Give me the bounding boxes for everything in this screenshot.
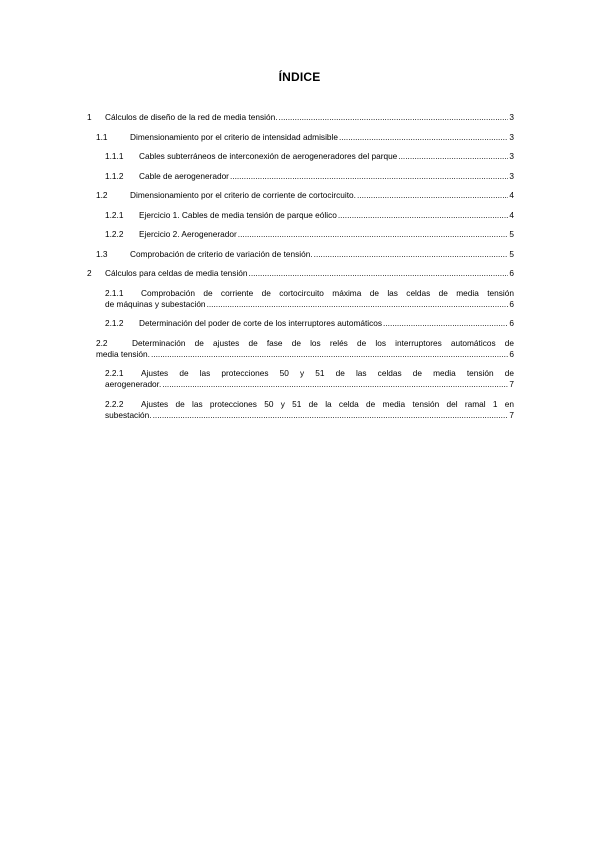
toc-line-first — [105, 399, 514, 410]
toc-entry-1-2-1[interactable] — [87, 210, 514, 221]
toc-text: Comprobación de criterio de variación de tensión. — [130, 248, 313, 259]
toc-number: 2 — [87, 268, 92, 278]
toc-page: 3 — [509, 131, 514, 142]
toc-entry-2-1-2[interactable] — [87, 318, 514, 329]
toc-entry-2-1-1[interactable] — [87, 288, 514, 310]
toc-number: 1.3 — [96, 248, 108, 259]
toc-leader — [249, 268, 509, 279]
toc-leader — [398, 151, 508, 162]
toc-entry-2-2-1[interactable] — [87, 368, 514, 390]
toc-page: 5 — [509, 248, 514, 259]
toc-leader — [162, 379, 508, 390]
toc-page: 7 — [509, 409, 514, 420]
toc-number: 1.2 — [96, 190, 108, 200]
toc-number: 2.2.2 — [105, 398, 124, 409]
toc-page: 4 — [509, 190, 514, 200]
toc-leader — [151, 349, 508, 360]
toc-text-continued: subestación. — [105, 409, 152, 420]
toc-page: 7 — [509, 379, 514, 389]
toc-entry-2[interactable] — [87, 268, 514, 279]
toc-text: Ejercicio 1. Cables de media tensión de parque eólico — [139, 209, 337, 220]
toc-number: 2.1.2 — [105, 318, 124, 328]
toc-entry-1-1[interactable] — [87, 132, 514, 143]
toc-leader — [238, 229, 509, 240]
toc-text: Ejercicio 2. Aerogenerador — [139, 229, 237, 239]
toc-text: Ajustes de las protecciones 50 y 51 de las celdas de media tensión de — [141, 368, 514, 378]
toc-text: Ajustes de las protecciones 50 y 51 de la celda de media tensión del ramal 1 en — [141, 398, 514, 409]
toc-entry-1-1-1[interactable] — [87, 151, 514, 162]
table-of-contents — [87, 112, 514, 429]
toc-page: 3 — [509, 151, 514, 161]
toc-line-second — [96, 349, 514, 360]
toc-leader — [357, 190, 508, 201]
toc-page: 6 — [509, 348, 514, 359]
toc-number: 2.1.1 — [105, 287, 124, 298]
toc-line-second — [105, 299, 514, 310]
toc-page: 6 — [509, 318, 514, 328]
toc-entry-1-1-2[interactable] — [87, 171, 514, 182]
toc-leader — [339, 132, 508, 143]
toc-text: Determinación de ajustes de fase de los relés de los interruptores automáticos de — [132, 337, 514, 348]
toc-page: 6 — [509, 268, 514, 278]
toc-text: Cable de aerogenerador — [139, 170, 229, 181]
toc-line-first — [105, 368, 514, 379]
toc-number: 1.2.1 — [105, 209, 124, 220]
toc-entry-1-2-2[interactable] — [87, 229, 514, 240]
toc-page: 3 — [509, 170, 514, 181]
toc-text: Comprobación de corriente de cortocircuito máxima de las celdas de media tensión — [141, 287, 514, 298]
toc-number: 1.2.2 — [105, 229, 124, 239]
toc-leader — [207, 299, 509, 310]
index-title: ÍNDICE — [278, 70, 321, 84]
toc-text: Cálculos para celdas de media tensión — [105, 268, 248, 278]
toc-number: 2.2 — [96, 337, 108, 348]
toc-number: 1.1.2 — [105, 170, 124, 181]
toc-leader — [383, 318, 508, 329]
toc-text: Cálculos de diseño de la red de media tensión. — [105, 112, 278, 122]
toc-entry-2-2[interactable] — [87, 338, 514, 360]
toc-number: 1.1.1 — [105, 151, 124, 161]
toc-leader — [338, 210, 509, 221]
toc-leader — [279, 112, 509, 123]
toc-entry-1-2[interactable] — [87, 190, 514, 201]
toc-number: 1 — [87, 112, 92, 122]
toc-text: Cables subterráneos de interconexión de aerogeneradores del parque — [139, 151, 398, 161]
toc-line-second — [105, 379, 514, 390]
toc-line-first — [105, 288, 514, 299]
toc-entry-1[interactable] — [87, 112, 514, 123]
toc-line-second — [105, 410, 514, 421]
toc-entry-2-2-2[interactable] — [87, 399, 514, 421]
toc-line-first — [96, 338, 514, 349]
toc-text: Dimensionamiento por el criterio de corriente de cortocircuito. — [130, 190, 356, 200]
toc-page: 4 — [509, 209, 514, 220]
toc-text-continued: de máquinas y subestación — [105, 298, 206, 309]
toc-text-continued: media tensión. — [96, 348, 150, 359]
toc-leader — [153, 410, 509, 421]
toc-text: Dimensionamiento por el criterio de intensidad admisible — [130, 131, 338, 142]
toc-page: 5 — [509, 229, 514, 239]
toc-page: 3 — [509, 112, 514, 122]
toc-text: Determinación del poder de corte de los interruptores automáticos — [139, 318, 383, 328]
toc-text-continued: aerogenerador. — [105, 379, 162, 389]
toc-number: 1.1 — [96, 131, 108, 142]
toc-leader — [314, 249, 509, 260]
toc-page: 6 — [509, 298, 514, 309]
toc-leader — [230, 171, 508, 182]
toc-entry-1-3[interactable] — [87, 249, 514, 260]
toc-number: 2.2.1 — [105, 368, 124, 378]
